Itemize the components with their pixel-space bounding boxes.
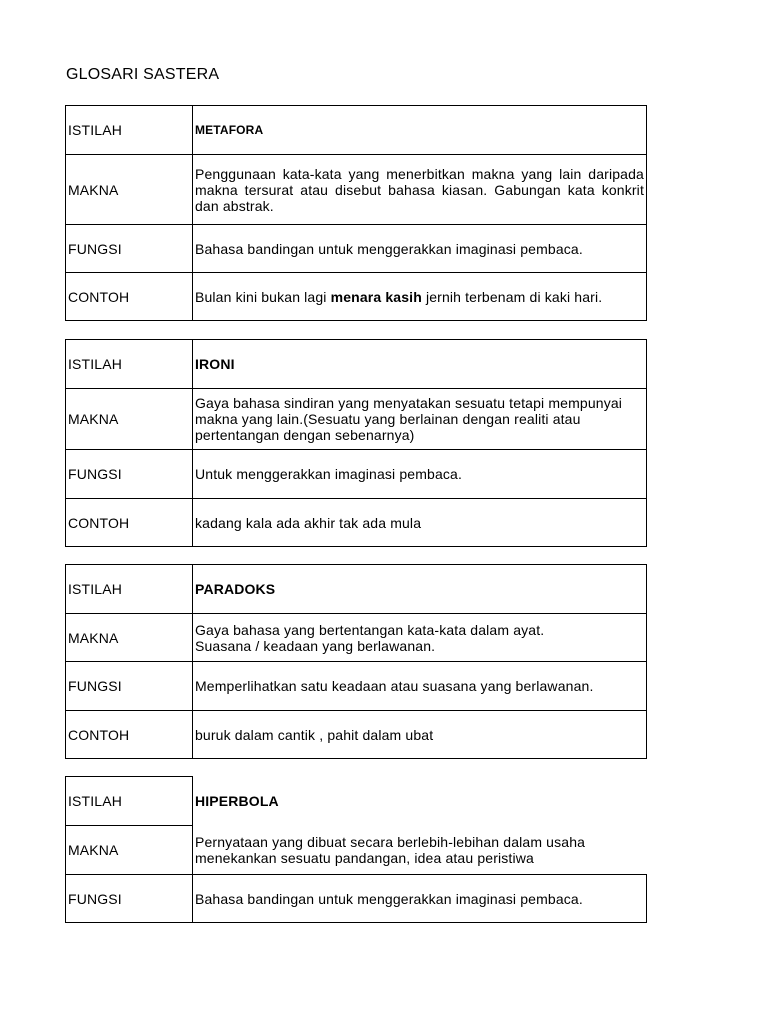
makna-line-2: Suasana / keadaan yang berlawanan. xyxy=(195,637,436,654)
row-istilah xyxy=(66,565,647,614)
contoh-text: kadang kala ada akhir tak ada mula xyxy=(193,499,647,547)
fungsi-text: Memperlihatkan satu keadaan atau suasana yang berlawanan. xyxy=(193,662,647,711)
contoh-text xyxy=(193,273,647,321)
row-contoh xyxy=(66,273,647,321)
row-fungsi xyxy=(66,875,647,923)
contoh-label: CONTOH xyxy=(66,273,193,321)
glossary-table-metafora xyxy=(65,105,647,321)
glossary-table-ironi xyxy=(65,339,647,547)
fungsi-text: Untuk menggerakkan imaginasi pembaca. xyxy=(193,450,647,499)
page-title: GLOSARI SASTERA xyxy=(66,66,220,83)
fungsi-label: FUNGSI xyxy=(66,875,193,923)
istilah-label: ISTILAH xyxy=(66,777,193,826)
istilah-term: HIPERBOLA xyxy=(193,777,647,826)
row-contoh xyxy=(66,711,647,759)
istilah-label: ISTILAH xyxy=(66,340,193,389)
fungsi-label: FUNGSI xyxy=(66,225,193,273)
makna-text xyxy=(193,614,647,662)
row-makna xyxy=(66,614,647,662)
row-fungsi xyxy=(66,662,647,711)
row-istilah xyxy=(66,106,647,155)
contoh-label: CONTOH xyxy=(66,499,193,547)
row-makna xyxy=(66,826,647,875)
makna-label: MAKNA xyxy=(66,826,193,875)
row-makna xyxy=(66,155,647,225)
istilah-label: ISTILAH xyxy=(66,565,193,614)
makna-text: Penggunaan kata-kata yang menerbitkan makna yang lain daripada makna tersurat atau disebut bahasa kiasan. Gabungan kata konkrit dan abstrak. xyxy=(193,155,647,225)
istilah-term: METAFORA xyxy=(193,106,647,155)
fungsi-text: Bahasa bandingan untuk menggerakkan imaginasi pembaca. xyxy=(193,875,647,923)
makna-text: Pernyataan yang dibuat secara berlebih-lebihan dalam usaha menekankan sesuatu pandangan, idea atau peristiwa xyxy=(193,826,647,875)
fungsi-label: FUNGSI xyxy=(66,662,193,711)
contoh-text-after: jernih terbenam di kaki hari. xyxy=(421,288,603,305)
contoh-text: buruk dalam cantik , pahit dalam ubat xyxy=(193,711,647,759)
row-istilah xyxy=(66,777,647,826)
glossary-table-hiperbola xyxy=(65,776,647,923)
fungsi-text: Bahasa bandingan untuk menggerakkan imaginasi pembaca. xyxy=(193,225,647,273)
glossary-table-paradoks xyxy=(65,564,647,759)
istilah-label: ISTILAH xyxy=(66,106,193,155)
istilah-term: IRONI xyxy=(193,340,647,389)
makna-label: MAKNA xyxy=(66,614,193,662)
row-fungsi xyxy=(66,450,647,499)
makna-text: Gaya bahasa sindiran yang menyatakan sesuatu tetapi mempunyai makna yang lain.(Sesuatu yang berlainan dengan realiti atau pertentangan dengan sebenarnya) xyxy=(193,389,647,450)
row-makna xyxy=(66,389,647,450)
contoh-text-bold: menara kasih xyxy=(330,288,422,305)
makna-label: MAKNA xyxy=(66,155,193,225)
makna-line-1: Gaya bahasa yang bertentangan kata-kata dalam ayat. xyxy=(195,621,545,638)
contoh-label: CONTOH xyxy=(66,711,193,759)
contoh-text-before: Bulan kini bukan lagi xyxy=(195,288,331,305)
row-istilah xyxy=(66,340,647,389)
fungsi-label: FUNGSI xyxy=(66,450,193,499)
row-fungsi xyxy=(66,225,647,273)
istilah-term: PARADOKS xyxy=(193,565,647,614)
makna-label: MAKNA xyxy=(66,389,193,450)
row-contoh xyxy=(66,499,647,547)
